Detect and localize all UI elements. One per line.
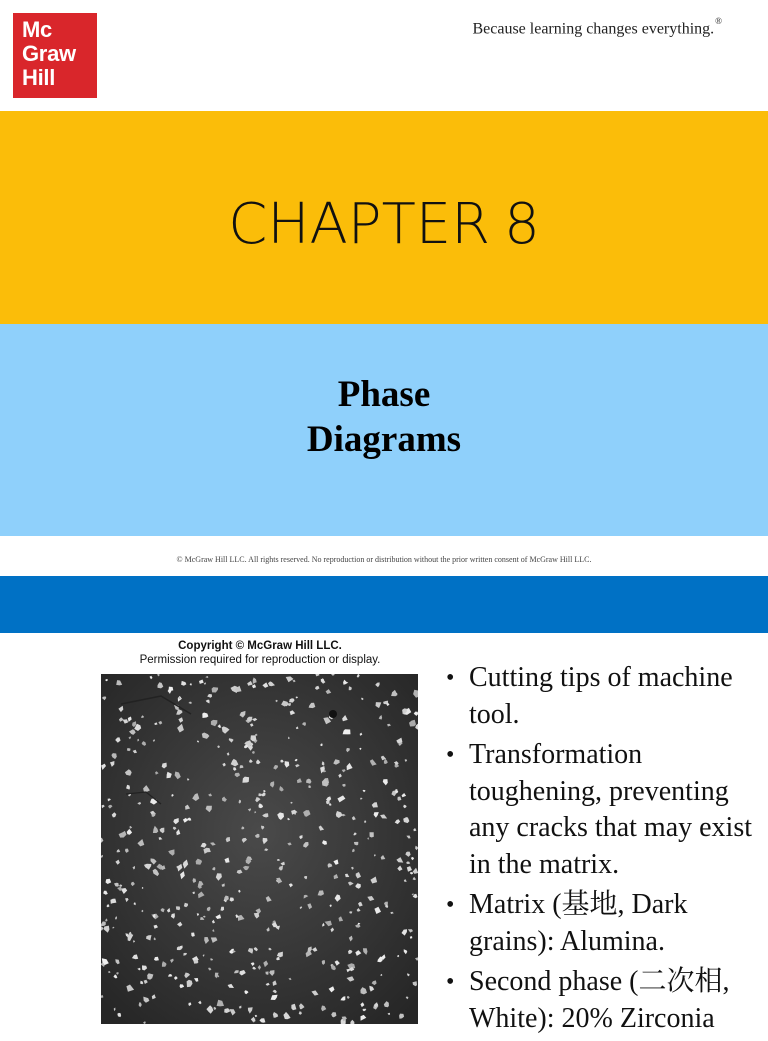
slide-title [0,372,768,462]
figure-caption-line-2: Permission required for reproduction or display. [139,654,381,666]
figure-caption-line-1: Copyright © McGraw Hill LLC. [178,640,342,652]
chapter-heading [0,190,768,260]
bullet-item [446,737,756,883]
tagline-text: Because learning changes everything. [472,20,715,38]
copyright-footer: © McGraw Hill LLC. All rights reserved. No reproduction or distribution without the prior written consent of McGraw Hill LLC. [176,555,592,564]
blue-divider-band [0,576,768,633]
bullet-item [446,964,756,1037]
tagline [472,16,722,38]
micrograph-grain [370,832,374,837]
chapter-number: 8 [504,192,540,257]
logo-line-1: Mc [22,17,52,42]
bullet-item [446,660,756,733]
mcgraw-hill-logo [13,13,97,98]
logo-line-3: Hill [22,65,56,90]
bullet-item [446,887,756,960]
micrograph-grain [169,687,174,691]
bullet-list [446,660,756,1041]
micrograph-image [101,674,418,1024]
bullet-dot-icon: • [446,742,455,768]
bullet-text: Matrix (基地, Dark grains): Alumina. [469,889,688,957]
bullet-text: Second phase (二次相, White): 20% Zirconia [469,966,730,1034]
bullet-text: Transformation toughening, preventing any cracks that may exist in the matrix. [469,739,753,880]
figure-caption [100,639,420,667]
micrograph-graphic [101,674,418,1024]
title-line-2: Diagrams [306,419,462,460]
chapter-word: CHAPTER [228,192,491,257]
registered-mark: ® [715,16,722,26]
bullet-dot-icon: • [446,969,455,995]
logo-line-2: Graw [22,41,76,66]
title-line-1: Phase [337,374,431,415]
bullet-dot-icon: • [446,892,455,918]
bullet-dot-icon: • [446,665,455,691]
bullet-text: Cutting tips of machine tool. [469,662,733,730]
